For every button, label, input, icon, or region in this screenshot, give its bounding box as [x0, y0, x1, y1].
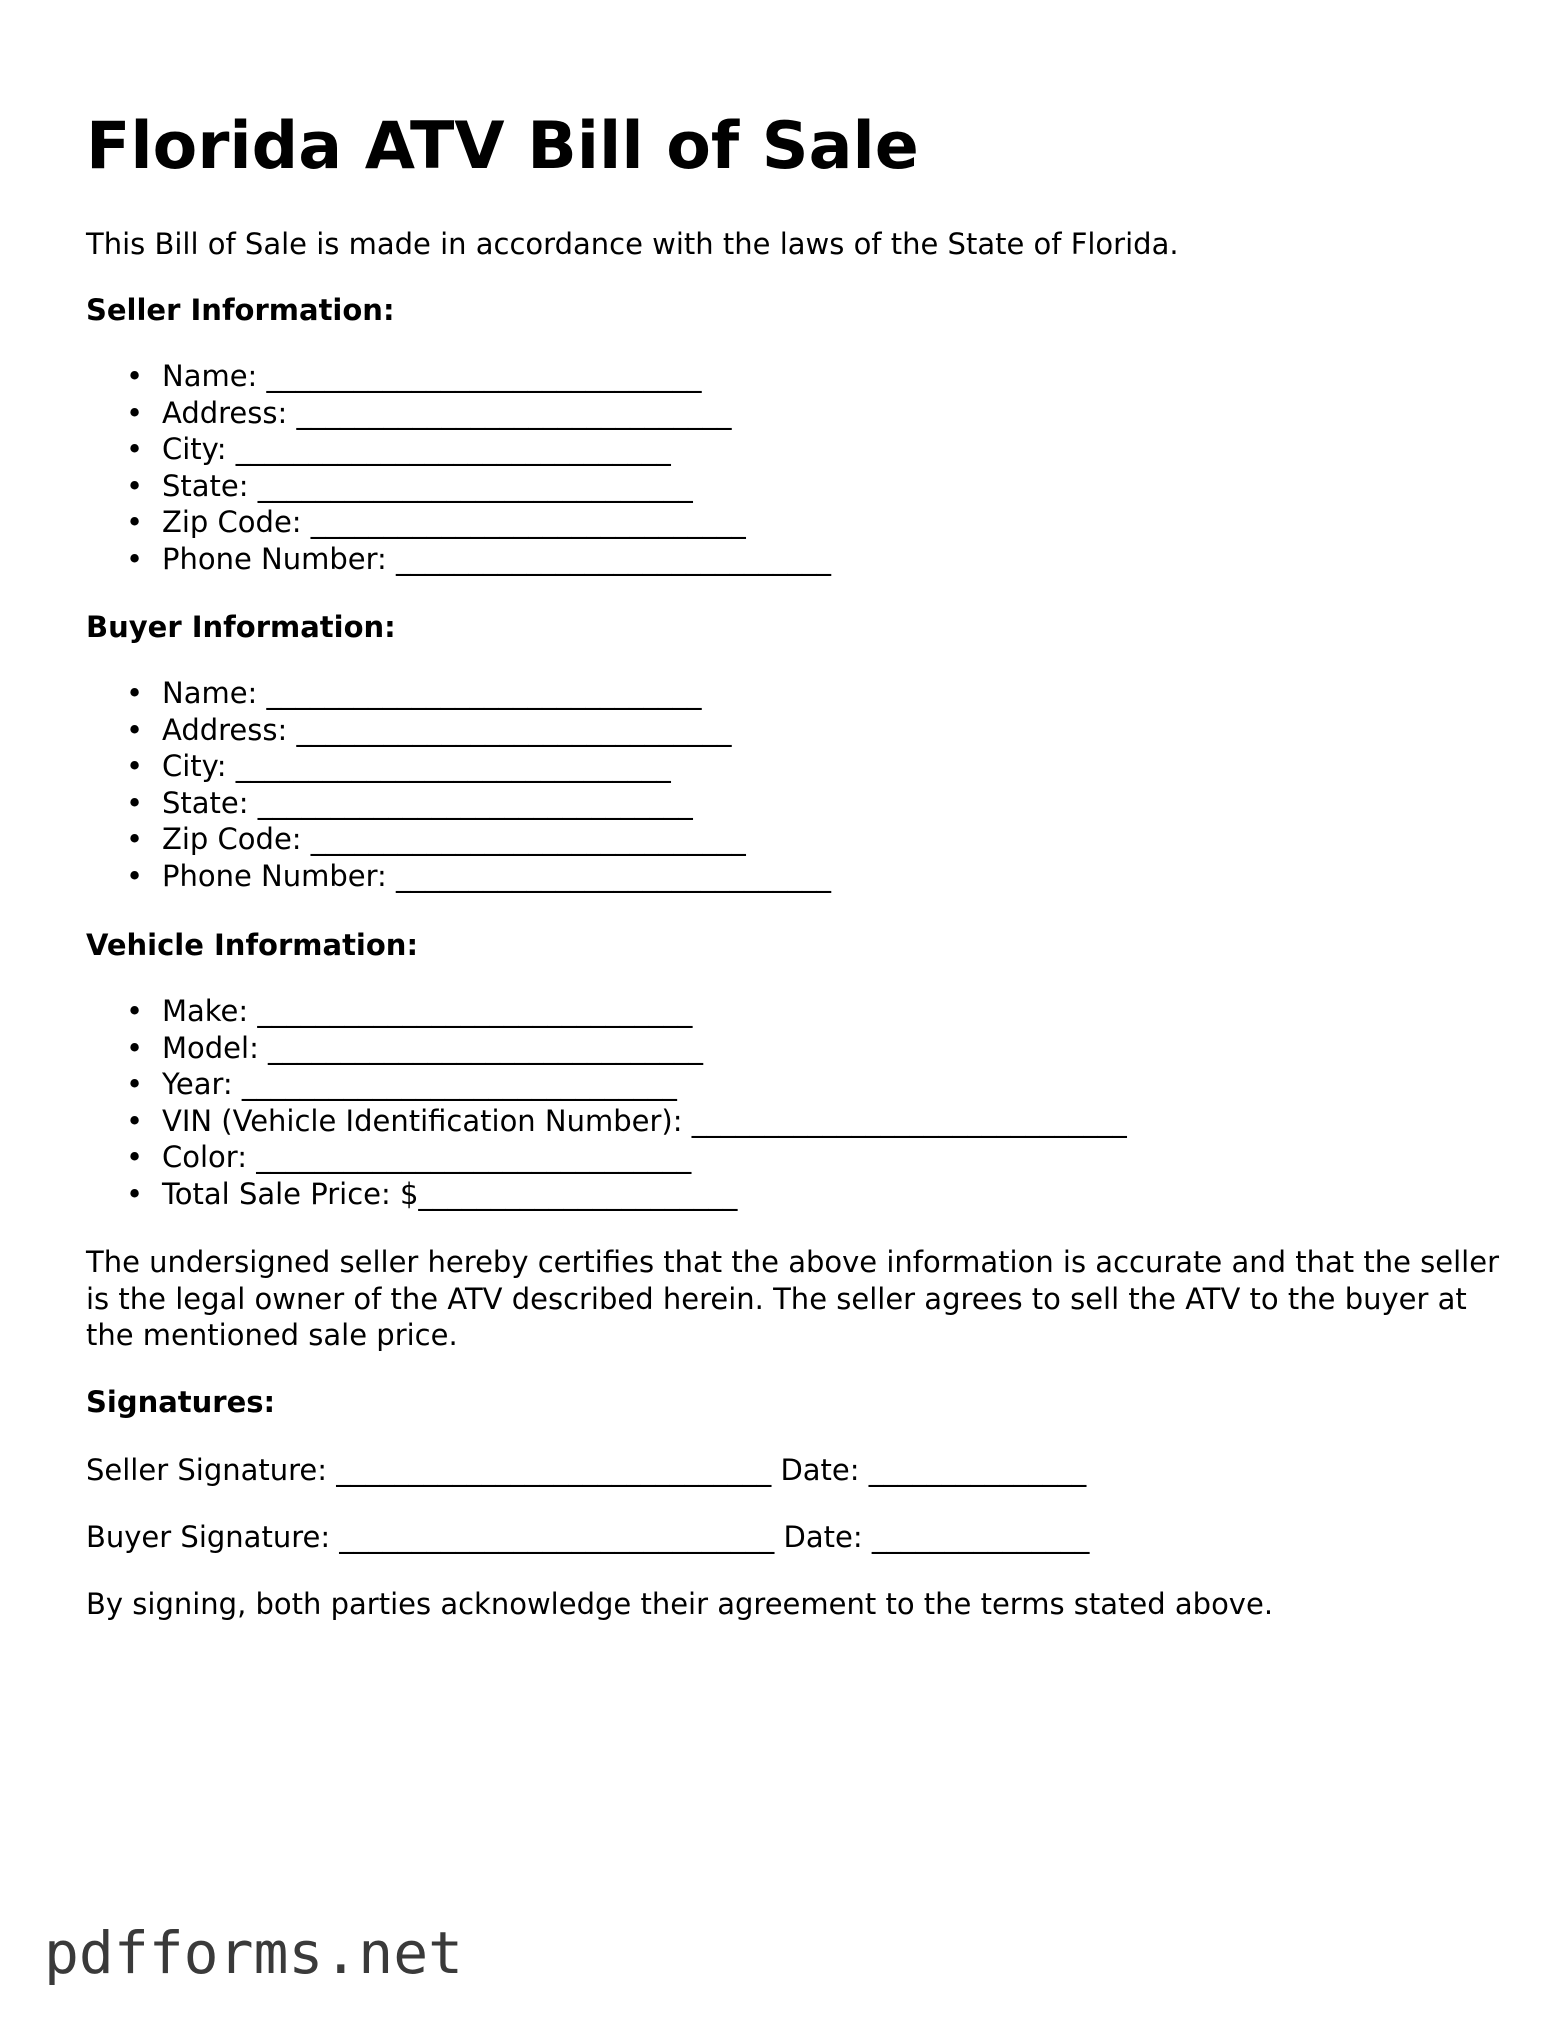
seller-state-field: • State: ______________________________	[162, 468, 831, 505]
seller-section-heading: Seller Information:	[86, 293, 395, 327]
seller-name-field: • Name: ______________________________	[162, 358, 831, 395]
closing-paragraph: By signing, both parties acknowledge their agreement to the terms stated above.	[86, 1587, 1274, 1621]
vehicle-year-field: • Year: ______________________________	[162, 1066, 1127, 1103]
vehicle-color-field: • Color: ______________________________	[162, 1139, 1127, 1176]
vehicle-make-field: • Make: ______________________________	[162, 993, 1127, 1030]
vehicle-model-field: • Model: ______________________________	[162, 1030, 1127, 1067]
watermark-logo: pdfforms.net	[44, 1919, 464, 1987]
seller-city-field: • City: ______________________________	[162, 431, 831, 468]
signatures-heading: Signatures:	[86, 1385, 276, 1419]
buyer-signature-line: Buyer Signature: ______________________________ Date: _______________	[86, 1520, 1090, 1554]
buyer-zip-field: • Zip Code: ______________________________	[162, 821, 831, 858]
certification-paragraph: The undersigned seller hereby certifies that the above information is accurate and that the seller is the legal owner of the ATV described herein. The seller agrees to sell the ATV to the buyer at the mentioned sale price.	[86, 1245, 1499, 1353]
intro-paragraph: This Bill of Sale is made in accordance with the laws of the State of Florida.	[86, 227, 1179, 261]
buyer-phone-field: • Phone Number: ______________________________	[162, 858, 831, 895]
seller-address-field: • Address: ______________________________	[162, 395, 831, 432]
seller-zip-field: • Zip Code: ______________________________	[162, 504, 831, 541]
buyer-name-field: • Name: ______________________________	[162, 675, 831, 712]
page-title: Florida ATV Bill of Sale	[86, 109, 919, 184]
seller-phone-field: • Phone Number: ______________________________	[162, 541, 831, 578]
buyer-city-field: • City: ______________________________	[162, 748, 831, 785]
buyer-address-field: • Address: ______________________________	[162, 712, 831, 749]
buyer-field-list	[86, 675, 831, 895]
vehicle-field-list	[86, 993, 1127, 1213]
seller-signature-line: Seller Signature: ______________________________ Date: _______________	[86, 1453, 1087, 1487]
vehicle-section-heading: Vehicle Information:	[86, 928, 419, 962]
buyer-section-heading: Buyer Information:	[86, 610, 396, 644]
buyer-state-field: • State: ______________________________	[162, 785, 831, 822]
vehicle-price-field: • Total Sale Price: $______________________	[162, 1176, 1127, 1213]
vehicle-vin-field: • VIN (Vehicle Identification Number): ______________________________	[162, 1103, 1127, 1140]
seller-field-list	[86, 358, 831, 578]
